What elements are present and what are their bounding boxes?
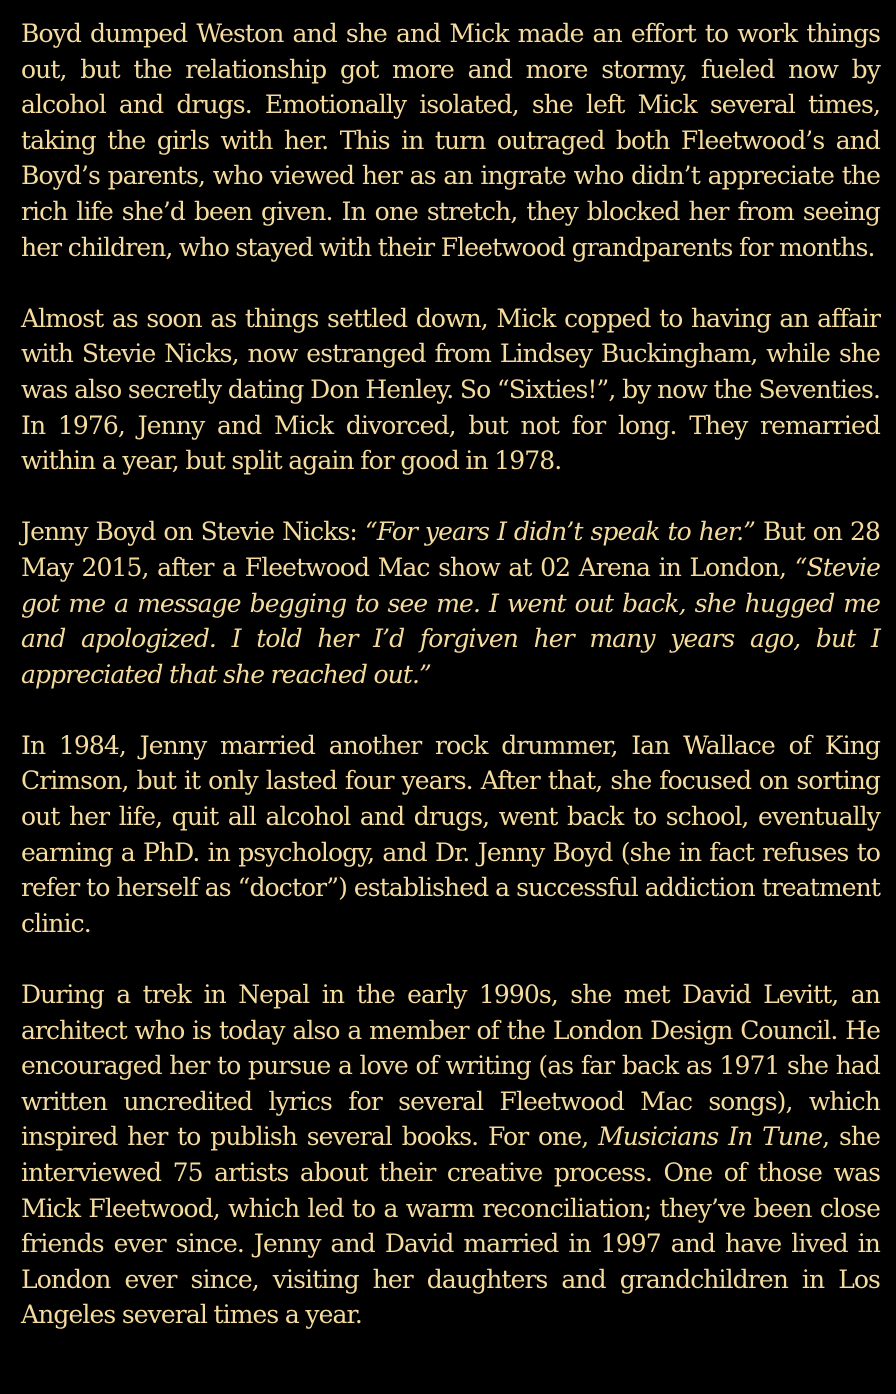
paragraph-text: Almost as soon as things settled down, Mick copped to having an affair with Stevie Nicks, now estranged from Lindsey Buckingham, while she was also secretly dating Don Henley. So “Sixties!”, by now the Seventies. In 1976, Jenny and Mick divorced, but not for long. They remarried within a year, but split again for good in 1978. [21, 303, 880, 476]
paragraph-stevie-nicks [21, 514, 880, 692]
paragraph-text: , she interviewed 75 artists about their creative process. One of those was Mick Fleetwood, which led to a warm reconciliation; they’ve been close friends ever since. Jenny and David married in 1997 and have lived in London ever since, visiting her daughters and grandchildren in Los Angeles several times a year. [21, 1122, 880, 1330]
quote-text: “For years I didn’t speak to her.” [364, 517, 756, 547]
paragraph-text: In 1984, Jenny married another rock drummer, Ian Wallace of King Crimson, but it only lasted four years. After that, she focused on sorting out her life, quit all alcohol and drugs, went back to school, eventually earning a PhD. in psychology, and Dr. Jenny Boyd (she in fact refuses to refer to herself as “doctor”) established a successful addiction treatment clinic. [21, 730, 880, 938]
quote-text: “Stevie got me a message begging to see me. I went out back, she hugged me and apologized. I told her I’d forgiven her many years ago, but I appreciated that she reached out.” [21, 552, 880, 689]
paragraph-david-levitt [21, 977, 880, 1333]
book-title: Musicians In Tune [598, 1122, 823, 1152]
paragraph-affair-divorce [21, 301, 880, 479]
paragraph-ian-wallace [21, 728, 880, 942]
paragraph-marriage-troubles [21, 16, 880, 265]
paragraph-text: But on 28 May 2015, after a Fleetwood Mac show at 02 Arena in London, [21, 517, 880, 582]
paragraph-text: Boyd dumped Weston and she and Mick made an effort to work things out, but the relationship got more and more stormy, fueled now by alcohol and drugs. Emotionally isolated, she left Mick several times, taking the girls with her. This in turn outraged both Fleetwood’s and Boyd’s parents, who viewed her as an ingrate who didn’t appreciate the rich life she’d been given. In one stretch, they blocked her from seeing her children, who stayed with their Fleetwood grandparents for months. [21, 19, 880, 262]
paragraph-text: Jenny Boyd on Stevie Nicks: [21, 517, 365, 547]
paragraph-text: During a trek in Nepal in the early 1990s, she met David Levitt, an architect who is today also a member of the London Design Council. He encouraged her to pursue a love of writing (as far back as 1971 she had written uncredited lyrics for several Fleetwood Mac songs), which inspired her to publish several books. For one, [21, 980, 880, 1152]
